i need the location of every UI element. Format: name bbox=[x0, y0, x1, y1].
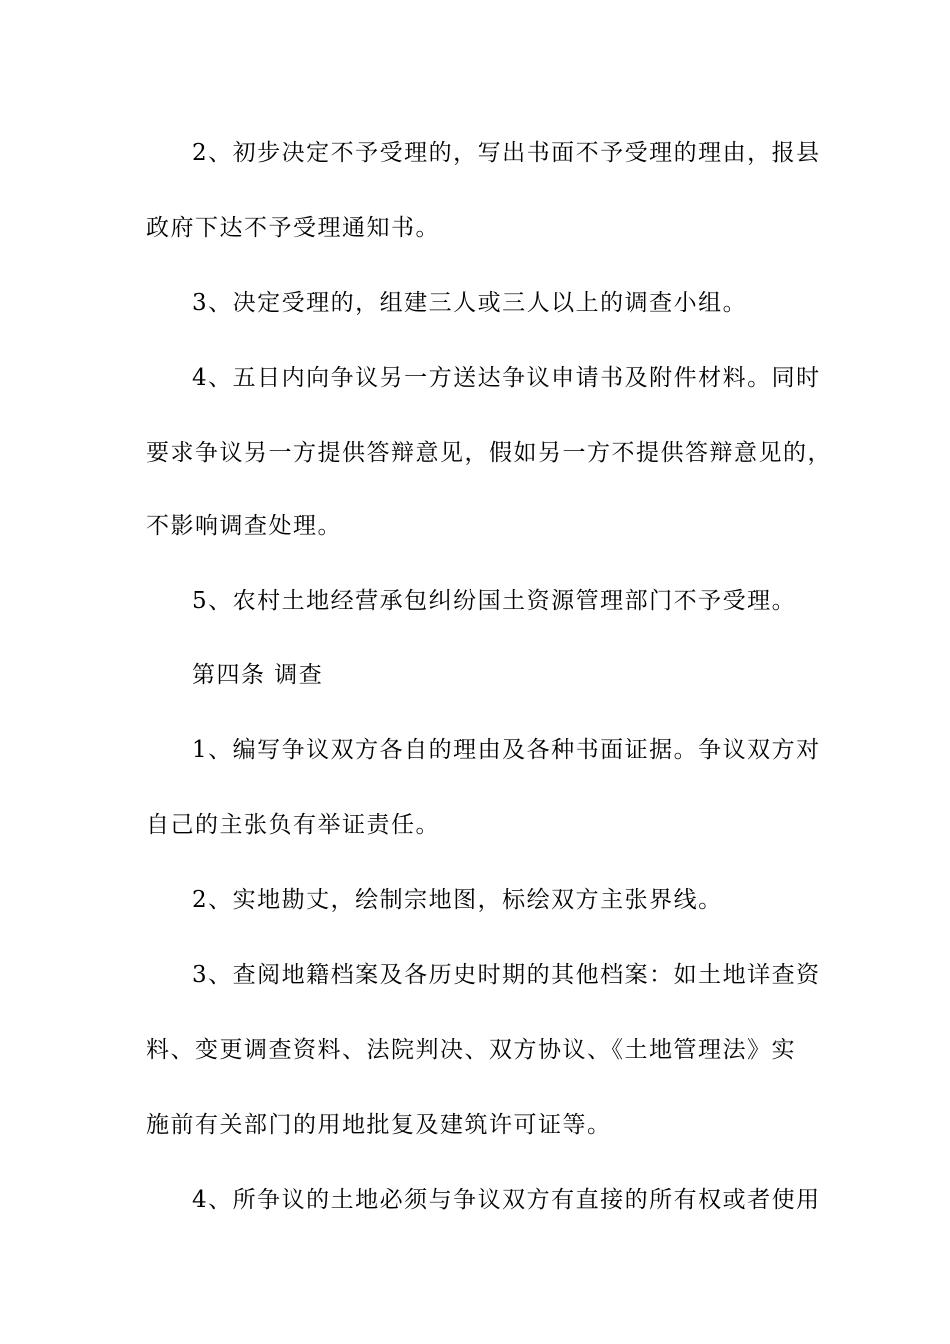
section-heading-article-4: 第四条 调查 bbox=[192, 662, 324, 688]
paragraph-survey-item-2: 2、实地勘丈，绘制宗地图，标绘双方主张界线。 bbox=[192, 887, 723, 913]
paragraph-survey-item-1-line-1: 1、编写争议双方各自的理由及各种书面证据。争议双方对 bbox=[192, 737, 821, 763]
paragraph-survey-item-3-line-3: 施前有关部门的用地批复及建筑许可证等。 bbox=[146, 1112, 612, 1138]
paragraph-item-2-line-1: 2、初步决定不予受理的，写出书面不予受理的理由，报县 bbox=[192, 140, 821, 166]
paragraph-item-4-line-3: 不影响调查处理。 bbox=[146, 513, 342, 539]
paragraph-item-4-line-1: 4、五日内向争议另一方送达争议申请书及附件材料。同时 bbox=[192, 365, 821, 391]
paragraph-survey-item-3-line-2: 料、变更调查资料、法院判决、双方协议、《土地管理法》实 bbox=[146, 1037, 796, 1063]
paragraph-item-3: 3、决定受理的，组建三人或三人以上的调查小组。 bbox=[192, 290, 748, 316]
paragraph-survey-item-4-line-1: 4、所争议的土地必须与争议双方有直接的所有权或者使用 bbox=[192, 1187, 821, 1213]
paragraph-survey-item-3-line-1: 3、查阅地籍档案及各历史时期的其他档案：如土地详查资 bbox=[192, 962, 821, 988]
paragraph-survey-item-1-line-2: 自己的主张负有举证责任。 bbox=[146, 812, 440, 838]
paragraph-item-2-line-2: 政府下达不予受理通知书。 bbox=[146, 215, 440, 241]
paragraph-item-5: 5、农村土地经营承包纠纷国土资源管理部门不予受理。 bbox=[192, 588, 797, 614]
paragraph-item-4-line-2: 要求争议另一方提供答辩意见，假如另一方不提供答辩意见的， bbox=[146, 440, 832, 466]
